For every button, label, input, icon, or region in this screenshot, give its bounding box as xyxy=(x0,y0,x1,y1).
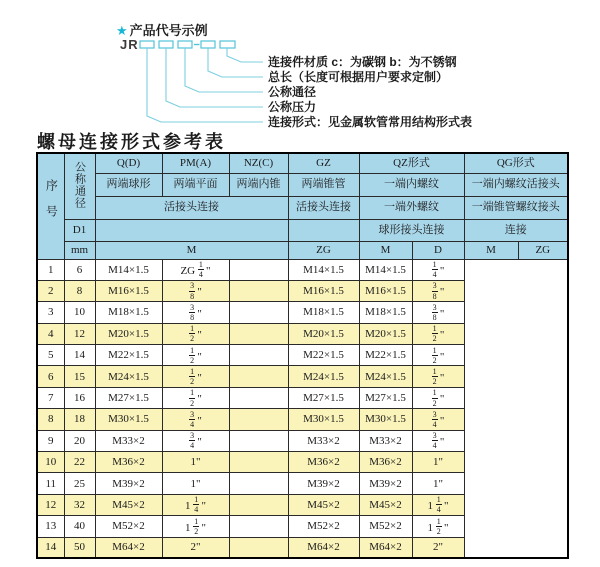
cell-zg: $\frac{1}{2}$ " xyxy=(162,366,229,387)
cell-m: M30×1.5 xyxy=(95,409,162,430)
cell-zg: 1" xyxy=(162,452,229,473)
header-qz-desc1: 一端内螺纹 xyxy=(359,173,464,196)
header-qg-zg: ZG xyxy=(518,241,568,259)
cell-zg: $\frac{1}{2}$ " xyxy=(162,323,229,344)
cell-m: M27×1.5 xyxy=(95,387,162,408)
cell-zg: $\frac{1}{2}$ " xyxy=(162,345,229,366)
cell-qg_m: M45×2 xyxy=(359,494,412,515)
header-qz-desc2: 一端外螺纹 xyxy=(359,196,464,219)
cell-seq: 9 xyxy=(37,430,64,451)
cell-seq: 11 xyxy=(37,473,64,494)
cell-qg_zg: $\frac{1}{4}$ " xyxy=(412,259,464,280)
cell-qz_d: M24×1.5 xyxy=(288,366,359,387)
cell-dn: 22 xyxy=(64,452,95,473)
cell-seq: 14 xyxy=(37,537,64,558)
nut-connection-table xyxy=(36,152,569,559)
cell-qz_d: M45×2 xyxy=(288,494,359,515)
header-gz-union: 活接头连接 xyxy=(288,196,359,219)
header-col-gz: GZ xyxy=(288,153,359,173)
code-box xyxy=(140,41,154,48)
cell-qz_d: M33×2 xyxy=(288,430,359,451)
header-union-merged: 活接头连接 xyxy=(95,196,288,219)
table-row xyxy=(37,345,568,366)
header-col-qg: QG形式 xyxy=(464,153,568,173)
code-prefix: JR xyxy=(120,37,139,52)
cell-dn: 25 xyxy=(64,473,95,494)
cell-zg: $\frac{1}{2}$ " xyxy=(162,387,229,408)
cell-dn: 40 xyxy=(64,516,95,537)
table-row xyxy=(37,366,568,387)
header-q-desc: 两端球形 xyxy=(95,173,162,196)
cell-seq: 1 xyxy=(37,259,64,280)
cell-qg_zg: $\frac{1}{2}$ " xyxy=(412,366,464,387)
cell-seq: 6 xyxy=(37,366,64,387)
cell-qz_m xyxy=(229,409,288,430)
cell-seq: 3 xyxy=(37,302,64,323)
cell-dn: 18 xyxy=(64,409,95,430)
table-row xyxy=(37,537,568,558)
cell-m: M64×2 xyxy=(95,537,162,558)
cell-qz_m xyxy=(229,345,288,366)
code-box xyxy=(178,41,192,48)
cell-qg_m: M22×1.5 xyxy=(359,345,412,366)
cell-qg_zg: 2" xyxy=(412,537,464,558)
cell-qg_m: M18×1.5 xyxy=(359,302,412,323)
table-row xyxy=(37,302,568,323)
code-box xyxy=(220,41,235,48)
cell-dn: 12 xyxy=(64,323,95,344)
cell-qg_m: M33×2 xyxy=(359,430,412,451)
cell-m: M20×1.5 xyxy=(95,323,162,344)
cell-qg_zg: $\frac{1}{2}$ " xyxy=(412,387,464,408)
cell-qz_d: M36×2 xyxy=(288,452,359,473)
label-length: 总长（长度可根据用户要求定制） xyxy=(268,69,449,84)
header-qz-conn: 球形接头连接 xyxy=(359,219,464,241)
cell-qg_zg: $\frac{1}{2}$ " xyxy=(412,323,464,344)
cell-seq: 8 xyxy=(37,409,64,430)
table-row xyxy=(37,452,568,473)
cell-qz_d: M39×2 xyxy=(288,473,359,494)
header-qz-d: D xyxy=(412,241,464,259)
table-row xyxy=(37,473,568,494)
cell-zg: $\frac{3}{8}$ " xyxy=(162,280,229,301)
code-box xyxy=(201,41,215,48)
header-col-qz: QZ形式 xyxy=(359,153,464,173)
header-col-q: Q(D) xyxy=(95,153,162,173)
cell-qz_m xyxy=(229,537,288,558)
header-nz-desc: 两端内锥 xyxy=(229,173,288,196)
cell-qg_zg: 1" xyxy=(412,473,464,494)
cell-dn: 50 xyxy=(64,537,95,558)
cell-qg_m: M20×1.5 xyxy=(359,323,412,344)
table-row xyxy=(37,516,568,537)
table-row xyxy=(37,259,568,280)
pointer-line xyxy=(227,48,263,62)
cell-seq: 2 xyxy=(37,280,64,301)
cell-seq: 12 xyxy=(37,494,64,515)
cell-zg: 2" xyxy=(162,537,229,558)
header-empty-main xyxy=(95,219,288,241)
label-conn-form: 连接形式：见金属软管常用结构形式表 xyxy=(268,114,473,129)
cell-qz_d: M27×1.5 xyxy=(288,387,359,408)
cell-zg: 1 $\frac{1}{2}$ " xyxy=(162,516,229,537)
cell-qz_m xyxy=(229,280,288,301)
header-col-nz: NZ(C) xyxy=(229,153,288,173)
cell-qg_m: M64×2 xyxy=(359,537,412,558)
table-row xyxy=(37,494,568,515)
cell-zg: 1" xyxy=(162,473,229,494)
code-box xyxy=(159,41,173,48)
label-material: 连接件材质 c：为碳钢 b：为不锈钢 xyxy=(268,54,457,69)
cell-dn: 8 xyxy=(64,280,95,301)
cell-qg_m: M36×2 xyxy=(359,452,412,473)
cell-qz_m xyxy=(229,516,288,537)
cell-qg_m: M16×1.5 xyxy=(359,280,412,301)
header-dn: 公称通径 xyxy=(64,153,95,219)
cell-qz_m xyxy=(229,366,288,387)
table-row xyxy=(37,280,568,301)
header-qz-m: M xyxy=(359,241,412,259)
cell-seq: 4 xyxy=(37,323,64,344)
label-pressure: 公称压力 xyxy=(268,99,317,114)
cell-qz_m xyxy=(229,494,288,515)
cell-qg_m: M52×2 xyxy=(359,516,412,537)
header-gz-desc: 两端锥管 xyxy=(288,173,359,196)
cell-qz_d: M64×2 xyxy=(288,537,359,558)
cell-qz_d: M16×1.5 xyxy=(288,280,359,301)
cell-qg_zg: $\frac{3}{4}$ " xyxy=(412,430,464,451)
header-m-merged: M xyxy=(95,241,288,259)
cell-qg_m: M30×1.5 xyxy=(359,409,412,430)
cell-qg_m: M27×1.5 xyxy=(359,387,412,408)
star-icon: ★ xyxy=(116,23,128,38)
table-row xyxy=(37,323,568,344)
cell-qg_zg: 1" xyxy=(412,452,464,473)
cell-dn: 14 xyxy=(64,345,95,366)
cell-qg_m: M39×2 xyxy=(359,473,412,494)
cell-seq: 7 xyxy=(37,387,64,408)
cell-qg_zg: $\frac{1}{2}$ " xyxy=(412,345,464,366)
header-empty-gz xyxy=(288,219,359,241)
table-row xyxy=(37,409,568,430)
cell-zg: $\frac{3}{8}$ " xyxy=(162,302,229,323)
header-col-pm: PM(A) xyxy=(162,153,229,173)
header-mm: mm xyxy=(64,241,95,259)
cell-qz_m xyxy=(229,323,288,344)
cell-zg: 1 $\frac{1}{4}$ " xyxy=(162,494,229,515)
cell-dn: 16 xyxy=(64,387,95,408)
cell-qg_zg: 1 $\frac{1}{4}$ " xyxy=(412,494,464,515)
table-body xyxy=(37,259,568,558)
cell-seq: 5 xyxy=(37,345,64,366)
product-code-heading-text: 产品代号示例 xyxy=(129,23,208,38)
cell-qz_d: M22×1.5 xyxy=(288,345,359,366)
cell-dn: 10 xyxy=(64,302,95,323)
cell-qz_m xyxy=(229,473,288,494)
cell-qz_m xyxy=(229,452,288,473)
cell-dn: 20 xyxy=(64,430,95,451)
cell-zg: $\frac{3}{4}$ " xyxy=(162,430,229,451)
cell-m: M24×1.5 xyxy=(95,366,162,387)
cell-qg_zg: $\frac{3}{4}$ " xyxy=(412,409,464,430)
cell-m: M45×2 xyxy=(95,494,162,515)
cell-qz_d: M18×1.5 xyxy=(288,302,359,323)
cell-qz_m xyxy=(229,259,288,280)
cell-qg_zg: $\frac{3}{8}$ " xyxy=(412,302,464,323)
cell-m: M33×2 xyxy=(95,430,162,451)
pointer-line xyxy=(185,48,263,92)
cell-qz_m xyxy=(229,302,288,323)
cell-seq: 13 xyxy=(37,516,64,537)
cell-zg: $\frac{3}{4}$ " xyxy=(162,409,229,430)
cell-qz_d: M52×2 xyxy=(288,516,359,537)
cell-qz_d: M20×1.5 xyxy=(288,323,359,344)
cell-m: M36×2 xyxy=(95,452,162,473)
cell-m: M22×1.5 xyxy=(95,345,162,366)
cell-zg: ZG $\frac{1}{4}$ " xyxy=(162,259,229,280)
cell-qz_d: M14×1.5 xyxy=(288,259,359,280)
table-row xyxy=(37,387,568,408)
cell-qg_m: M14×1.5 xyxy=(359,259,412,280)
cell-m: M52×2 xyxy=(95,516,162,537)
header-qg-desc1: 一端内螺纹活接头 xyxy=(464,173,568,196)
table-row xyxy=(37,430,568,451)
cell-qz_m xyxy=(229,387,288,408)
header-qg-desc2: 一端锥管螺纹接头 xyxy=(464,196,568,219)
header-d1: D1 xyxy=(64,219,95,241)
cell-qz_d: M30×1.5 xyxy=(288,409,359,430)
cell-qz_m xyxy=(229,430,288,451)
pointer-line xyxy=(147,48,263,122)
label-diameter: 公称通径 xyxy=(268,84,317,99)
cell-qg_zg: 1 $\frac{1}{2}$ " xyxy=(412,516,464,537)
cell-m: M39×2 xyxy=(95,473,162,494)
table-title: 螺母连接形式参考表 xyxy=(37,132,226,152)
header-gz-zg: ZG xyxy=(288,241,359,259)
cell-dn: 15 xyxy=(64,366,95,387)
cell-dn: 6 xyxy=(64,259,95,280)
header-pm-desc: 两端平面 xyxy=(162,173,229,196)
cell-m: M16×1.5 xyxy=(95,280,162,301)
header-qg-m: M xyxy=(464,241,518,259)
cell-m: M14×1.5 xyxy=(95,259,162,280)
cell-qg_m: M24×1.5 xyxy=(359,366,412,387)
cell-m: M18×1.5 xyxy=(95,302,162,323)
header-seq: 序号 xyxy=(37,153,64,259)
cell-qg_zg: $\frac{3}{8}$ " xyxy=(412,280,464,301)
cell-dn: 32 xyxy=(64,494,95,515)
cell-seq: 10 xyxy=(37,452,64,473)
header-qg-conn: 连接 xyxy=(464,219,568,241)
